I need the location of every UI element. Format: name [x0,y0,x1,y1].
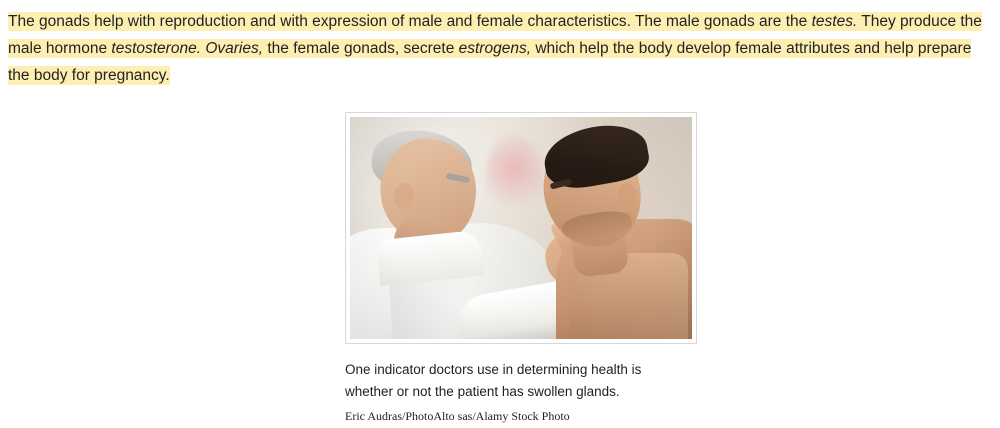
photo-frame [345,112,697,344]
figure [345,112,695,424]
figure-caption: One indicator doctors use in determining health is whether or not the patient has swollen glands. [345,362,642,399]
photo-vignette [350,117,692,339]
figure-container [8,112,992,424]
body-paragraph [8,8,992,89]
passage-segment-9: which help the body develop female attributes and help prepare the body for pregnancy. [8,40,972,84]
passage-segment-4: testosterone. [111,40,201,57]
passage-segment-6: Ovaries, [205,40,264,57]
passage-segment-3: They produce the male hormone [8,13,982,57]
passage-segment-8: estrogens, [458,40,532,57]
highlighted-text [8,12,982,85]
passage-segment-2: testes. [811,13,858,30]
passage-segment-1: The gonads help with reproduction and with expression of male and female characteristics. The male gonads are the [8,13,812,30]
figure-credit: Eric Audras/PhotoAlto sas/Alamy Stock Photo [345,409,570,423]
passage-segment-7: the female gonads, secrete [263,40,459,57]
figure-image [350,117,692,339]
